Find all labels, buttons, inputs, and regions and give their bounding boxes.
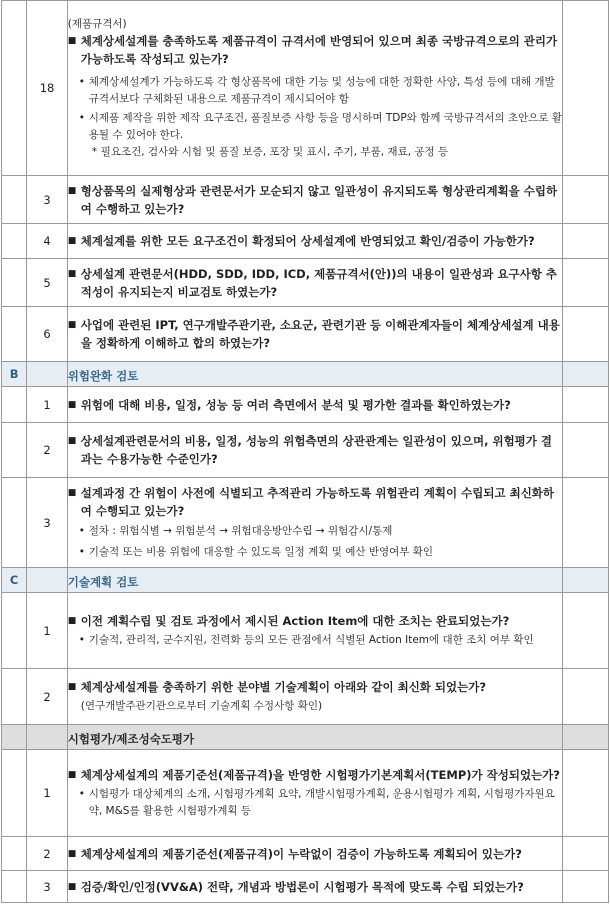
check-cell[interactable] xyxy=(563,307,609,362)
detail-bullet: • 기술적 또는 비용 위험에 대응할 수 있도록 일정 계획 및 예산 반영여부 확인 xyxy=(68,544,563,561)
check-cell[interactable] xyxy=(563,176,609,224)
subsection-title: 시험평가/제조성숙도평가 xyxy=(67,731,195,746)
table-row xyxy=(2,1,609,176)
question-text: ■ 체계상세설계를 충족하도록 제품규격이 규격서에 반영되어 있으며 최종 국방규격으로의 관리가 가능하도록 작성되고 있는가? xyxy=(68,32,563,68)
check-cell[interactable] xyxy=(563,750,609,837)
section-header-row xyxy=(2,568,609,593)
detail-bullet: • 시제품 제작을 위한 제작 요구조건, 품질보증 사항 등을 명시하며 TDP와 함께 국방규격서의 초안으로 활용될 수 있어야 한다. xyxy=(68,110,563,144)
item-number: 18 xyxy=(27,1,67,176)
item-number: 6 xyxy=(27,307,67,362)
detail-bullet: • 시험평가 대상체계의 소개, 시험평가계획 요약, 개발시험평가계획, 운용시험평가 계획, 시험평가자원요약, M&S를 활용한 시험평가계획 등 xyxy=(68,786,563,820)
check-cell[interactable] xyxy=(563,593,609,669)
item-number: 2 xyxy=(27,669,67,725)
table-row xyxy=(2,176,609,224)
table-row xyxy=(2,387,609,423)
question-text: ■ 검증/확인/인정(VV&A) 전략, 개념과 방법론이 시험평가 목적에 맞도록 수립 되었는가? xyxy=(68,878,563,896)
section-letter: B xyxy=(2,362,27,387)
item-category: (제품규격서) xyxy=(67,17,127,30)
check-cell[interactable] xyxy=(563,423,609,478)
section-letter: C xyxy=(2,568,27,593)
section-header-row xyxy=(2,362,609,387)
item-number: 4 xyxy=(27,224,67,259)
item-number: 3 xyxy=(27,478,67,568)
table-row xyxy=(2,871,609,903)
check-cell[interactable] xyxy=(563,478,609,568)
check-cell[interactable] xyxy=(563,387,609,423)
subsection-header-row xyxy=(2,725,609,750)
question-text: ■ 형상품목의 실제형상과 관련문서가 모순되지 않고 일관성이 유지되도록 형상관리계획을 수립하여 수행하고 있는가? xyxy=(68,182,563,218)
item-number: 1 xyxy=(27,387,67,423)
table-row xyxy=(2,669,609,725)
check-cell[interactable] xyxy=(563,871,609,903)
table-row xyxy=(2,423,609,478)
check-cell[interactable] xyxy=(563,259,609,307)
detail-bullet: • 절차 : 위험식별 → 위험분석 → 위험대응방안수립 → 위험감시/통제 xyxy=(68,523,563,540)
check-cell[interactable] xyxy=(563,1,609,176)
question-text: ■ 상세설계 관련문서(HDD, SDD, IDD, ICD, 제품규격서(안))의 내용이 일관성과 요구사항 추적성이 유지되는지 비교검토 하였는가? xyxy=(68,265,563,301)
question-text: ■ 설계과정 간 위험이 사전에 식별되고 추적관리 가능하도록 위험관리 계획이 수립되고 최신화하여 수행되고 있는가? xyxy=(68,484,563,520)
detail-note: * 필요조건, 검사와 시험 및 품질 보증, 포장 및 표시, 주기, 부품, 재료, 공정 등 xyxy=(68,144,563,161)
table-row xyxy=(2,307,609,362)
table-row xyxy=(2,837,609,871)
table-row xyxy=(2,593,609,669)
item-number: 2 xyxy=(27,837,67,871)
item-number: 3 xyxy=(27,176,67,224)
check-cell[interactable] xyxy=(563,224,609,259)
question-text: ■ 체계상세설계를 충족하기 위한 분야별 기술계획이 아래와 같이 최신화 되었는가? xyxy=(68,678,563,696)
item-number: 1 xyxy=(27,593,67,669)
question-text: ■ 사업에 관련된 IPT, 연구개발주관기관, 소요군, 관련기관 등 이해관계자들이 체계상세설계 내용을 정확하게 이해하고 합의 하였는가? xyxy=(68,316,563,352)
section-title: 위험완화 검토 xyxy=(67,368,139,383)
table-row xyxy=(2,259,609,307)
detail-bullet: • 체계상세설계가 가능하도록 각 형상품목에 대한 기능 및 성능에 대한 정확한 사양, 특성 등에 대해 개발규격서보다 구체화된 내용으로 제품규격이 제시되어야 함 xyxy=(68,74,563,108)
check-cell[interactable] xyxy=(563,837,609,871)
item-number: 5 xyxy=(27,259,67,307)
detail-note: (연구개발주관기관으로부터 기술계획 수정사항 확인) xyxy=(80,700,323,712)
table-row xyxy=(2,224,609,259)
table-row xyxy=(2,750,609,837)
question-text: ■ 이전 계획수립 및 검토 과정에서 제시된 Action Item에 대한 조치는 완료되었는가? xyxy=(68,612,563,630)
item-number: 2 xyxy=(27,423,67,478)
item-number: 1 xyxy=(27,750,67,837)
table-row xyxy=(2,478,609,568)
question-text: ■ 위험에 대해 비용, 일정, 성능 등 여러 측면에서 분석 및 평가한 결과를 확인하였는가? xyxy=(68,396,563,414)
item-number: 3 xyxy=(27,871,67,903)
detail-bullet: • 기술적, 관리적, 군수지원, 전력화 등의 모든 관점에서 식별된 Action Item에 대한 조치 여부 확인 xyxy=(68,632,563,649)
section-title: 기술계획 검토 xyxy=(67,574,139,589)
question-text: ■ 체계상세설계의 제품기준선(제품규격)이 누락없이 검증이 가능하도록 계획되어 있는가? xyxy=(68,845,563,863)
check-cell[interactable] xyxy=(563,669,609,725)
review-checklist-table xyxy=(1,0,609,903)
question-text: ■ 상세설계관련문서의 비용, 일정, 성능의 위험측면의 상관관계는 일관성이 있으며, 위험평가 결과는 수용가능한 수준인가? xyxy=(68,432,563,468)
question-text: ■ 체계설계를 위한 모든 요구조건이 확정되어 상세설계에 반영되었고 확인/검증이 가능한가? xyxy=(68,232,563,250)
question-text: ■ 체계상세설계의 제품기준선(제품규격)을 반영한 시험평가기본계획서(TEMP)가 작성되었는가? xyxy=(68,766,563,784)
